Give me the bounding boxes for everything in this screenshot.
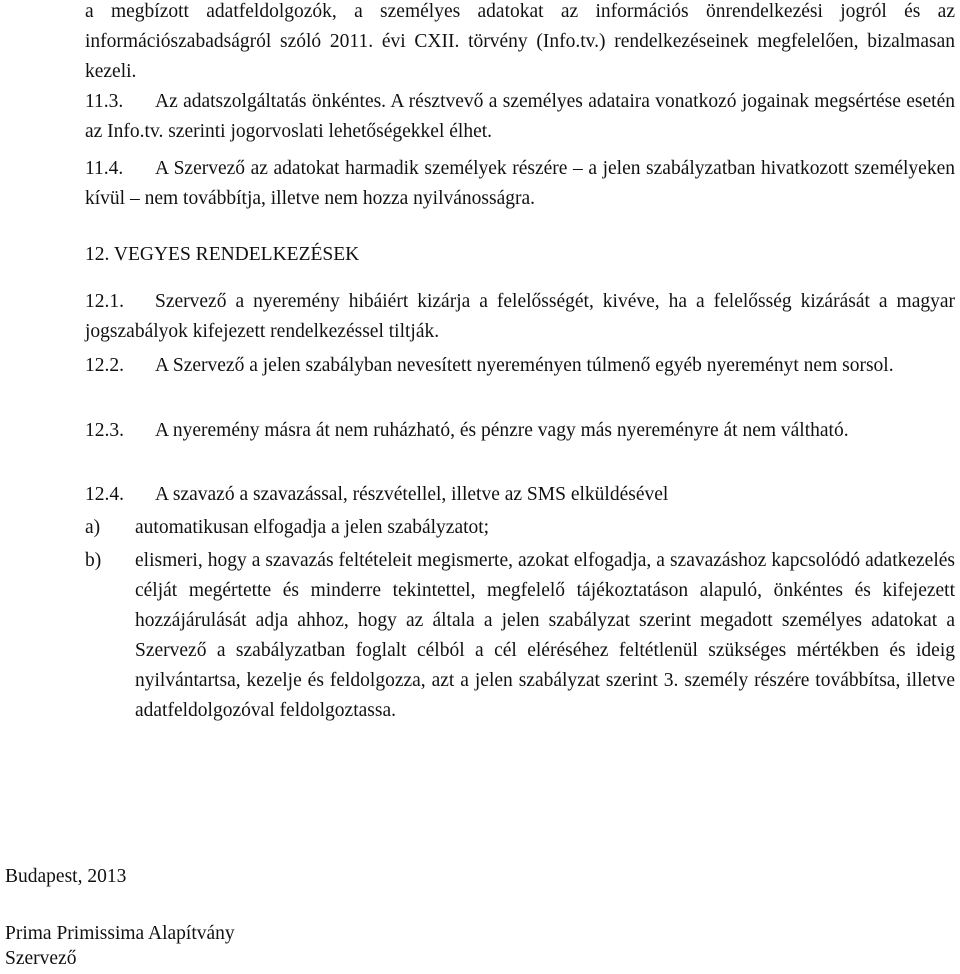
item-text: Szervező a nyeremény hibáiért kizárja a felelősségét, kivéve, ha a felelősség kizárását a magyar jogszabályok kifejezett rendelkezéssel tiltják. [85,291,955,342]
item-12-3 [85,416,955,446]
item-text: A szavazó a szavazással, részvétellel, illetve az SMS elküldésével [155,484,669,505]
item-text: A nyeremény másra át nem ruházható, és pénzre vagy más nyereményre át nem váltható. [155,420,849,441]
item-number: 12.4. [85,484,124,505]
section-heading: 12. VEGYES RENDELKEZÉSEK [85,244,360,265]
item-11-3 [85,87,955,147]
sub-item-a [85,513,955,543]
item-text: A Szervező az adatokat harmadik személyek részére – a jelen szabályzatban hivatkozott személyeken kívül – nem továbbítja, illetve nem hozza nyilvánosságra. [85,158,955,209]
item-number: 12.3. [85,420,124,441]
organizer-role: Szervező [5,948,77,969]
item-12-4 [85,480,955,510]
organization-name: Prima Primissima Alapítvány [5,923,235,944]
item-12-2 [85,351,955,381]
sub-item-label: b) [85,550,102,571]
item-11-4 [85,154,955,214]
item-number: 12.2. [85,355,124,376]
item-text: Az adatszolgáltatás önkéntes. A résztvevő a személyes adataira vonatkozó jogainak megsértése esetén az Info.tv. szerinti jogorvoslati lehetőségekkel élhet. [85,91,955,142]
item-number: 11.4. [85,158,124,179]
sub-item-label: a) [85,517,101,538]
item-12-1 [85,287,955,347]
item-text: A Szervező a jelen szabályban nevesített nyereményen túlmenő egyéb nyereményt nem sorsol. [155,355,894,376]
place-date: Budapest, 2013 [5,866,127,887]
sub-item-text: elismeri, hogy a szavazás feltételeit megismerte, azokat elfogadja, a szavazáshoz kapcsolódó adatkezelés célját megértette és minderre tekintettel, megfelelő tájékoztatáson alapuló, önkéntes és kifejezett hozzájárulását adja ahhoz, hogy az általa a jelen szabályzat szerint megadott személyes adatokat a Szervező a szabályzatban foglalt célból a cél eléréséhez feltétlenül szükséges mértékben és ideig nyilvántartsa, kezelje és feldolgozza, azt a jelen szabályzat szerint 3. személy részére továbbítsa, illetve adatfeldolgozóval feldolgoztassa. [135,550,955,721]
item-number: 11.3. [85,91,124,112]
item-number: 12.1. [85,291,124,312]
sub-item-text: automatikusan elfogadja a jelen szabályzatot; [135,517,490,538]
continuation-paragraph: a megbízott adatfeldolgozók, a személyes adatokat az információs önrendelkezési jogról és az információszabadságról szóló 2011. évi CXII. törvény (Info.tv.) rendelkezéseinek megfelelően, bizalmasan kezeli. [85,1,955,82]
sub-item-b [85,546,955,726]
